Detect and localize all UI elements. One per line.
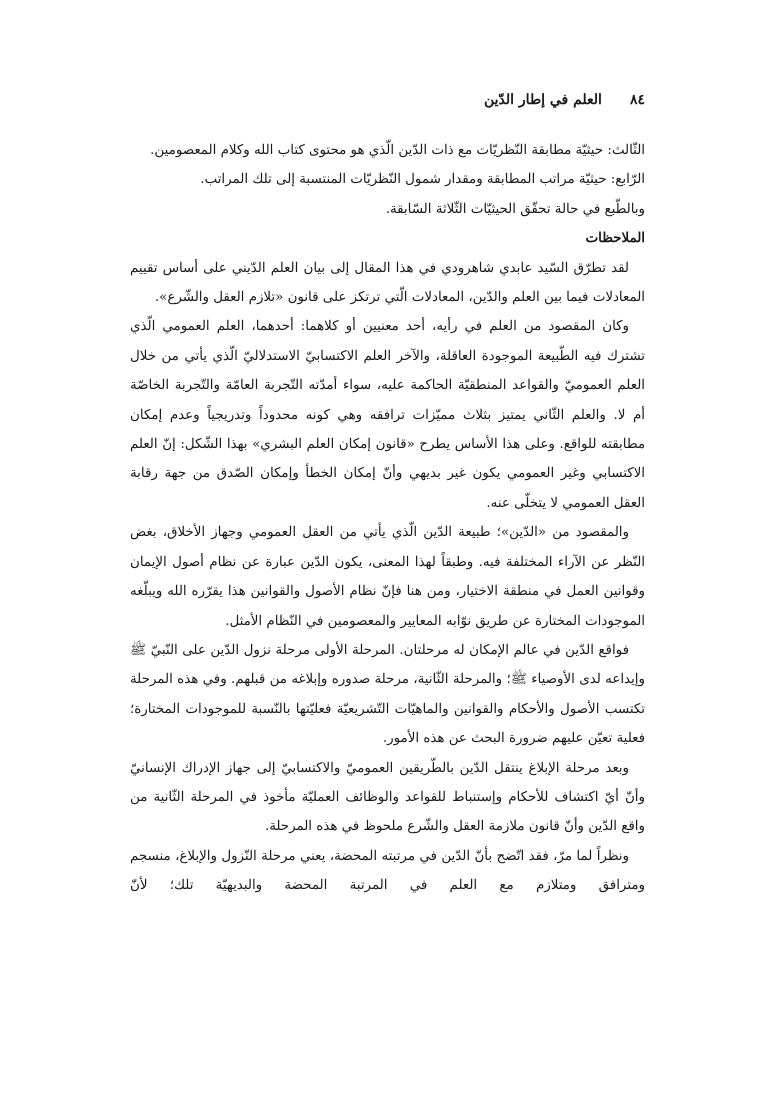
paragraph-intro: لقد تطرّق السّيد عابدي شاهرودي في هذا المقال إلى بيان العلم الدّيني على أساس تقييم المعادلات فيما بين العلم والدّين، المعادلات الّتي ترتكز على قانون «تلازم العقل والشّرع». [130, 260, 645, 306]
paragraph-science-meaning: وكان المقصود من العلم في رأيه، أحد معنيين أو كلاهما: أحدهما، العلم العمومي الّذي تشترك فيه الطّبيعة الموجودة العاقلة، والآخر العلم الاكتسابيّ الاستدلاليّ الّذي يأتي من خلال العلم العموميّ والقواعد المنطقيّة الحاكمة عليه، سواء أمدّته التّجربة العامّة والتّجربة الخاصّة أم لا. والعلم الثّاني يمتيز بثلاث مميّزات ترافقه وهي كونه محدوداً وتدريجياً وعدم إمكان مطابقته للواقع. وعلى هذا الأساس يطرح «قانون إمكان العلم البشري» بهذا الشّكل: إنّ العلم الاكتسابي وغير العمومي يكون غير بديهي وأنّ إمكان الخطأ وإمكان الصّدق من جهة رقابة العقل العمومي لا يتخلّى عنه. [130, 319, 645, 511]
paragraph-after-communication: وبعد مرحلة الإبلاغ ينتقل الدّين بالطّريقين العموميّ والاكتسابيّ إلى جهاز الإدراك الإنسانيّ وأنّ أيّ اكتشاف للأحكام وإستنباط للقواعد والوظائف العمليّة مأخوذ في المرحلة الثّانية من واقع الدّين وأنّ قانون ملازمة العقل والشّرع ملحوظ في هذه المرحلة. [130, 760, 645, 835]
paragraph-religion-stages: فواقع الدّين في عالم الإمكان له مرحلتان. المرحلة الأولى مرحلة نزول الدّين على النّبيّ ﷺ وإيداعه لدى الأوصياء ﷺ؛ والمرحلة الثّانية، مرحلة صدوره وإبلاغه من قبلهم. وفي هذه المرحلة تكتسب الأصول والأحكام والقوانين والماهيّات التّشريعيّة فعليّتها بالنّسبة للموجودات المختارة؛ فعلية تعيّن عليهم ضرورة البحث عن هذه الأمور. [130, 642, 645, 747]
paragraph-conclusion-line: وبالطّبع في حالة تحقّق الحيثيّات الثّلاثة السّابقة. [385, 201, 645, 217]
paragraph-fourth-aspect: الرّابع: حيثيّة مراتب المطابقة ومقدار شمول النّظريّات المنتسبة إلى تلك المراتب. [200, 172, 645, 188]
section-heading: الملاحظات [585, 230, 645, 247]
running-title: العلم في إطار الدّين [483, 92, 602, 108]
body-text [130, 136, 645, 901]
paragraph-third-aspect: الثّالث: حيثيّة مطابقة النّظريّات مع ذات الدّين الّذي هو محتوى كتاب الله وكلام المعصومين. [150, 143, 645, 158]
paragraph-religion-meaning: والمقصود من «الدّين»؛ طبيعة الدّين الّذي يأتي من العقل العمومي وجهاز الأخلاق، بغض النّظر عن الآراء المختلفة فيه. وطبقاً لهذا المعنى، يكون الدّين عبارة عن نظام أصول الإيمان وقوانين العمل في منطقة الاختيار، ومن هنا فإنّ نظام الأصول والقوانين هذا يقرّره الله ويبلّغه الموجودات المختارة عن طريق نوّابه المعايير والمعصومين في النّظام الأمثل. [130, 525, 645, 629]
running-header [120, 90, 645, 110]
page-number: ٨٤ [629, 92, 645, 108]
paragraph-closing: ونظراً لما مرّ، فقد اتّضح بأنّ الدّين في مرتبته المحضة، يعني مرحلة النّزول والإبلاغ، منسجم ومترافق ومتلازم مع العلم في المرتبة المحضة والبديهيّة تلك؛ لأنّ [130, 848, 645, 894]
